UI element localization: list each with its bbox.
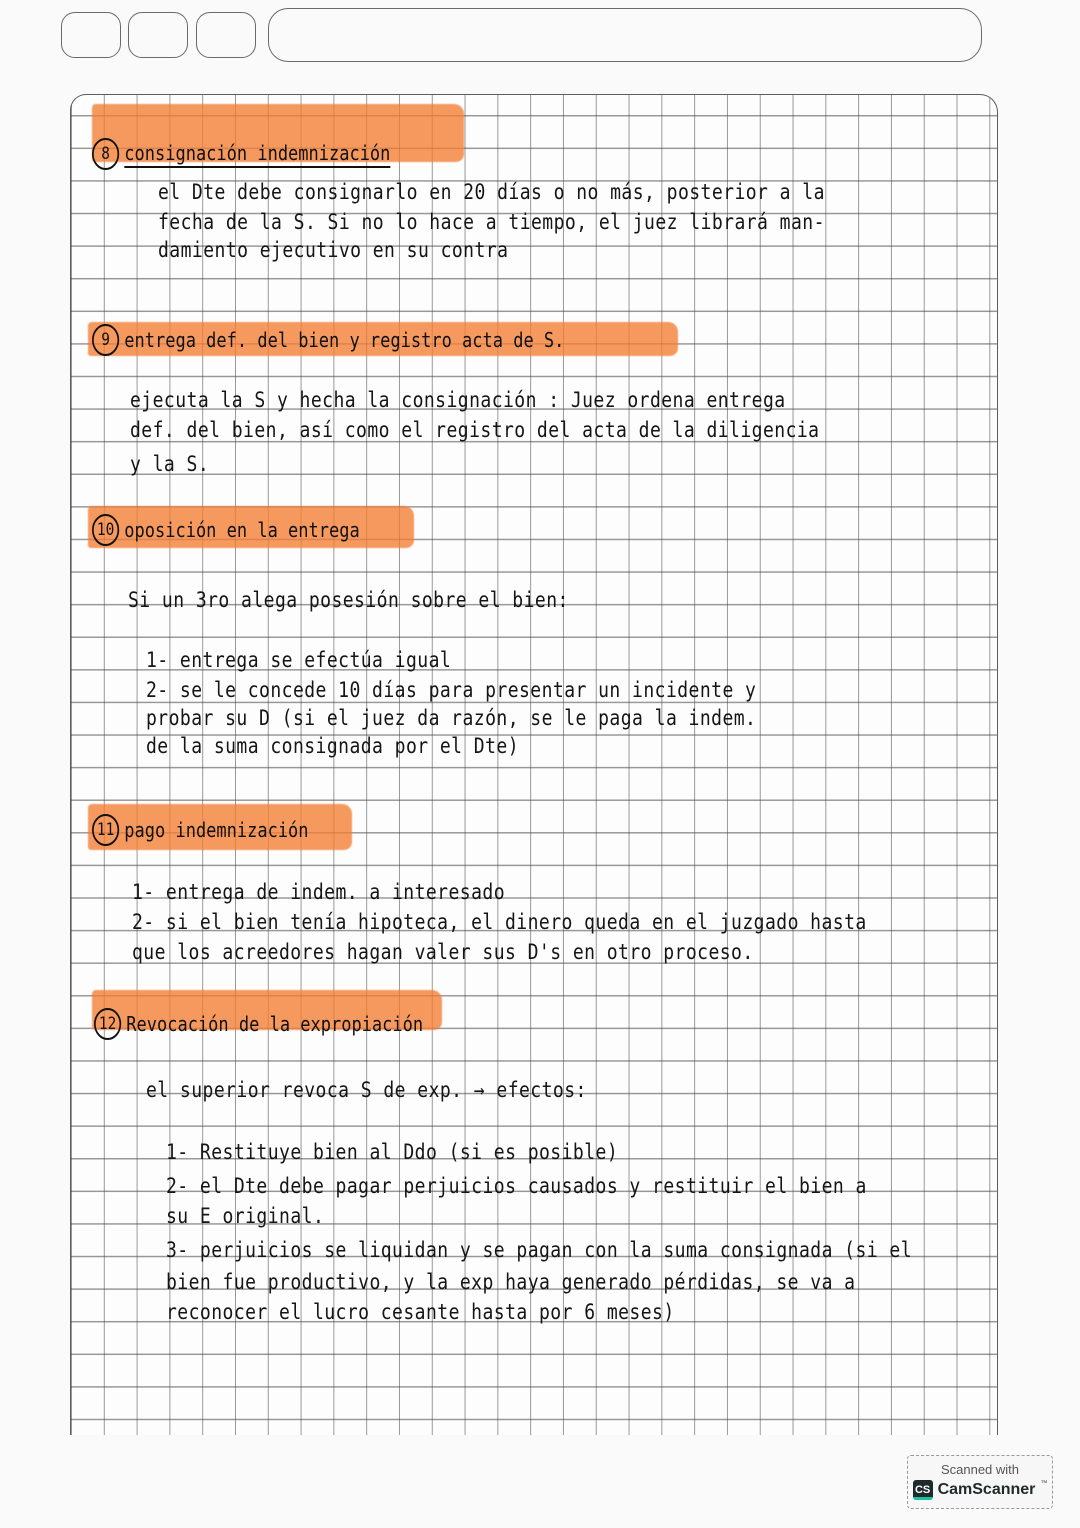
section-10-title: oposición en la entrega: [124, 518, 360, 542]
section-9-number: 9: [92, 324, 119, 356]
section-10-number: 10: [92, 514, 119, 546]
section-8-line-2: fecha de la S. Si no lo hace a tiempo, el juez librará man-: [158, 210, 825, 234]
section-10-line-3: probar su D (si el juez da razón, se le paga la indem.: [146, 706, 757, 730]
section-10-heading: [92, 514, 360, 546]
section-8-number: 8: [92, 138, 119, 170]
section-10-line-1: 1- entrega se efectúa igual: [146, 648, 452, 672]
header-box-3: [196, 12, 256, 58]
section-11-line-2: 2- si el bien tenía hipoteca, el dinero queda en el juzgado hasta: [132, 910, 867, 934]
section-11-line-3: que los acreedores hagan valer sus D's en otro proceso.: [132, 940, 754, 964]
section-8-line-1: el Dte debe consignarlo en 20 días o no más, posterior a la: [158, 180, 825, 204]
header-box-2: [128, 12, 188, 58]
section-8-line-3: damiento ejecutivo en su contra: [158, 238, 509, 262]
section-10-line-4: de la suma consignada por el Dte): [146, 734, 520, 758]
section-11-line-1: 1- entrega de indem. a interesado: [132, 880, 506, 904]
camscanner-name: CamScanner: [937, 1481, 1036, 1498]
section-12-line-6: reconocer el lucro cesante hasta por 6 meses): [166, 1300, 675, 1324]
section-9-title: entrega def. del bien y registro acta de S.: [124, 328, 565, 352]
scanned-with-label: Scanned with: [940, 1462, 1020, 1477]
grid-paper: [70, 94, 998, 1435]
section-12-line-1: 1- Restituye bien al Ddo (si es posible): [166, 1140, 619, 1164]
section-9-line-1: ejecuta la S y hecha la consignación : Juez ordena entrega: [130, 388, 786, 412]
section-12-heading: [94, 1008, 423, 1040]
section-12-title: Revocación de la expropiación: [126, 1012, 424, 1036]
trademark-mark: ™: [1040, 1480, 1048, 1487]
section-8-title: consignación indemnización: [124, 141, 390, 168]
section-12-line-2: 2- el Dte debe pagar perjuicios causados y restituir el bien a: [166, 1174, 867, 1198]
section-12-line-5: bien fue productivo, y la exp haya generado pérdidas, se va a: [166, 1270, 856, 1294]
camscanner-logo-icon: CS: [913, 1480, 933, 1500]
section-11-title: pago indemnización: [124, 818, 309, 842]
section-10-intro: Si un 3ro alega posesión sobre el bien:: [128, 588, 569, 612]
section-9-line-3: y la S.: [130, 452, 210, 476]
header-box-1: [61, 12, 121, 58]
header-title-box: [268, 8, 982, 62]
section-12-line-4: 3- perjuicios se liquidan y se pagan con la suma consignada (si el: [166, 1238, 913, 1262]
section-11-heading: [92, 814, 309, 846]
section-12-intro: el superior revoca S de exp. → efectos:: [146, 1078, 587, 1102]
section-8-heading: [92, 138, 390, 170]
camscanner-watermark: [907, 1455, 1053, 1509]
section-12-line-3: su E original.: [166, 1204, 325, 1228]
section-12-number: 12: [94, 1008, 121, 1040]
section-9-heading: [92, 324, 564, 356]
section-11-number: 11: [92, 814, 119, 846]
section-10-line-2: 2- se le concede 10 días para presentar un incidente y: [146, 678, 757, 702]
section-9-line-2: def. del bien, así como el registro del acta de la diligencia: [130, 418, 820, 442]
